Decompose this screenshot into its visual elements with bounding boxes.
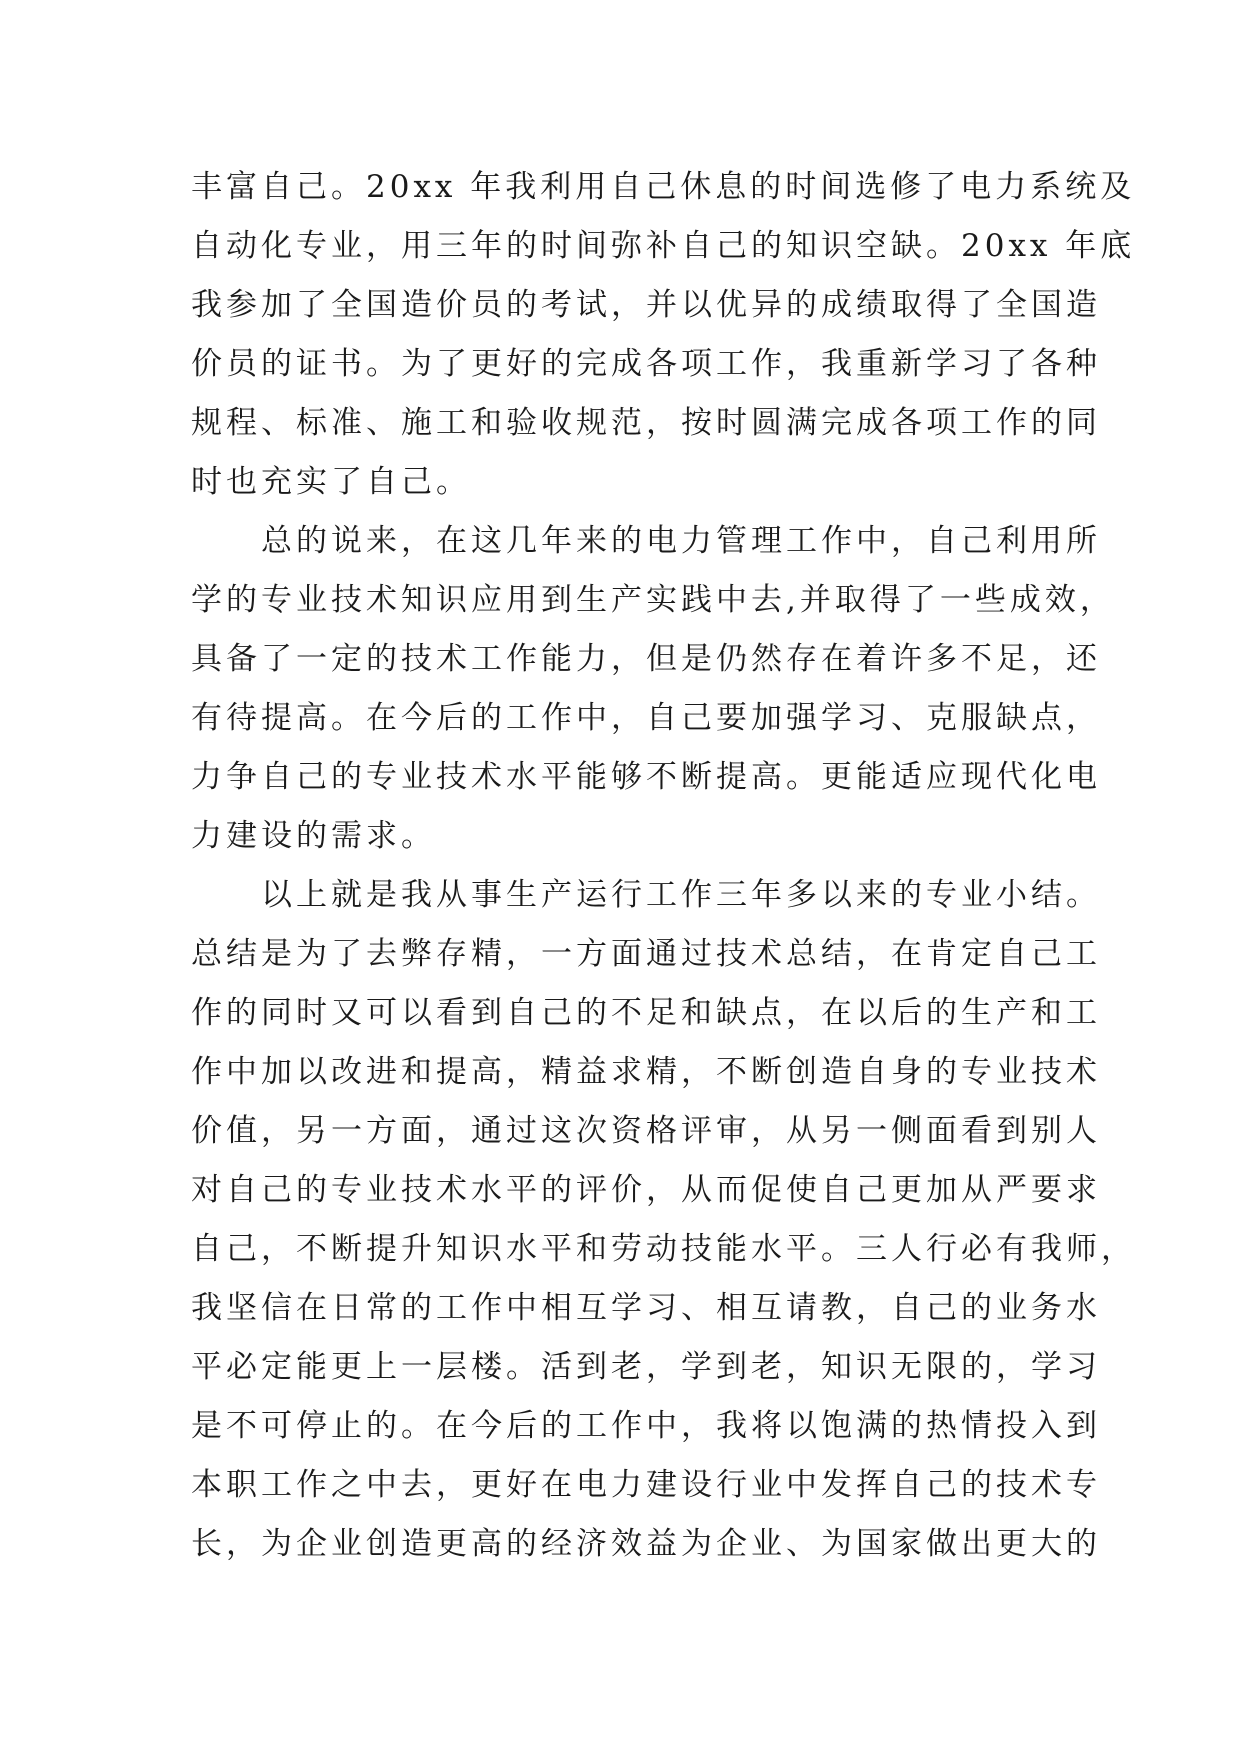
text-line: 对自己的专业技术水平的评价，从而促使自己更加从严要求 [191, 1172, 1101, 1208]
paragraph-start-line: 总的说来，在这几年来的电力管理工作中，自己利用所 [191, 523, 1101, 559]
text-line: 自己，不断提升知识水平和劳动技能水平。三人行必有我师， [191, 1231, 1136, 1267]
text-line: 价值，另一方面，通过这次资格评审，从另一侧面看到别人 [191, 1113, 1101, 1149]
text-line: 我参加了全国造价员的考试，并以优异的成绩取得了全国造 [191, 287, 1101, 323]
text-line: 规程、标准、施工和验收规范，按时圆满完成各项工作的同 [191, 405, 1101, 441]
text-line: 长，为企业创造更高的经济效益为企业、为国家做出更大的 [191, 1526, 1101, 1562]
text-line: 时也充实了自己。 [191, 464, 471, 500]
text-line: 是不可停止的。在今后的工作中，我将以饱满的热情投入到 [191, 1408, 1101, 1444]
text-line: 作中加以改进和提高，精益求精，不断创造自身的专业技术 [191, 1054, 1101, 1090]
text-line: 自动化专业，用三年的时间弥补自己的知识空缺。20xx 年底 [191, 228, 1136, 264]
text-line: 平必定能更上一层楼。活到老，学到老，知识无限的，学习 [191, 1349, 1101, 1385]
text-line: 我坚信在日常的工作中相互学习、相互请教，自己的业务水 [191, 1290, 1101, 1326]
text-line: 作的同时又可以看到自己的不足和缺点，在以后的生产和工 [191, 995, 1101, 1031]
text-line: 本职工作之中去，更好在电力建设行业中发挥自己的技术专 [191, 1467, 1101, 1503]
text-line: 丰富自己。20xx 年我利用自己休息的时间选修了电力系统及 [191, 169, 1136, 205]
text-line: 价员的证书。为了更好的完成各项工作，我重新学习了各种 [191, 346, 1101, 382]
text-line: 力建设的需求。 [191, 818, 436, 854]
text-line: 有待提高。在今后的工作中，自己要加强学习、克服缺点， [191, 700, 1101, 736]
text-line: 总结是为了去弊存精，一方面通过技术总结，在肯定自己工 [191, 936, 1101, 972]
document-body [191, 158, 1136, 1574]
text-line: 学的专业技术知识应用到生产实践中去,并取得了一些成效， [191, 582, 1115, 618]
text-line: 力争自己的专业技术水平能够不断提高。更能适应现代化电 [191, 759, 1101, 795]
paragraph-start-line: 以上就是我从事生产运行工作三年多以来的专业小结。 [191, 877, 1101, 913]
text-line: 具备了一定的技术工作能力，但是仍然存在着许多不足，还 [191, 641, 1101, 677]
